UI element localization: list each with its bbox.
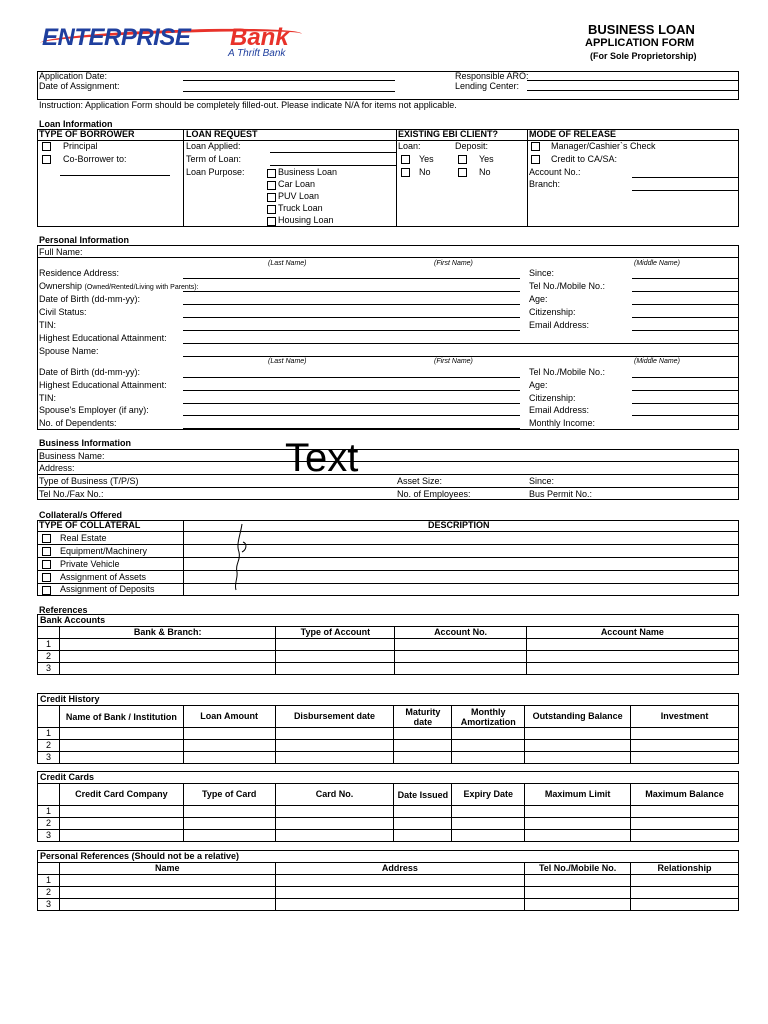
spouse-tel-mobile-label: Tel No./Mobile No.:	[529, 367, 606, 377]
puv-loan-label: PUV Loan	[278, 191, 320, 201]
spouse-tin-label: TIN:	[39, 393, 56, 403]
spouse-age-label: Age:	[529, 380, 548, 390]
tel-mobile-field[interactable]	[632, 291, 738, 292]
dob-label: Date of Birth (dd-mm-yy):	[39, 294, 141, 304]
table-cell[interactable]	[395, 639, 526, 651]
monthly-income-label: Monthly Income:	[529, 418, 596, 428]
table-cell[interactable]	[59, 728, 183, 740]
housing-loan-checkbox[interactable]	[267, 217, 276, 226]
existing-deposit-label: Deposit:	[455, 141, 489, 151]
table-cell[interactable]	[452, 728, 525, 740]
personal-information-heading: Personal Information	[39, 235, 130, 245]
table-cell[interactable]	[275, 830, 394, 842]
credit-cards-table	[37, 771, 739, 842]
principal-label: Principal	[63, 141, 98, 151]
lending-center-label: Lending Center:	[455, 81, 520, 91]
co-borrower-label: Co-Borrower to:	[63, 154, 127, 164]
logo-brand-main: ENTERPRISE	[42, 24, 191, 51]
real-estate-checkbox[interactable]	[42, 534, 51, 543]
bus-permit-label: Bus Permit No.:	[529, 489, 593, 499]
table-row	[38, 875, 739, 887]
spouse-dob-label: Date of Birth (dd-mm-yy):	[39, 367, 141, 377]
business-address-label: Address:	[39, 463, 75, 473]
business-loan-checkbox[interactable]	[267, 169, 276, 178]
loan-request-header: LOAN REQUEST	[186, 129, 258, 139]
table-cell[interactable]	[275, 899, 525, 911]
table-cell[interactable]	[394, 830, 452, 842]
table-cell[interactable]	[631, 818, 739, 830]
row-number: 2	[38, 887, 60, 899]
form-title-2: APPLICATION FORM	[585, 37, 695, 49]
term-of-loan-label: Term of Loan:	[186, 154, 242, 164]
car-loan-label: Car Loan	[278, 179, 316, 189]
application-date-label: Application Date:	[39, 71, 108, 81]
divider	[396, 129, 397, 227]
maximum-balance-header: Maximum Balance	[631, 784, 739, 806]
bank-accounts-title: Bank Accounts	[38, 615, 739, 627]
ref-name-header: Name	[59, 863, 275, 875]
row-number: 2	[38, 818, 60, 830]
table-cell[interactable]	[183, 740, 275, 752]
row-number: 3	[38, 752, 60, 764]
spouse-name-label: Spouse Name:	[39, 346, 99, 356]
table-cell[interactable]	[525, 830, 631, 842]
assignment-assets-label: Assignment of Assets	[60, 572, 147, 582]
row-number: 3	[38, 899, 60, 911]
email-label: Email Address:	[529, 320, 590, 330]
table-cell[interactable]	[60, 663, 276, 675]
collateral-description-header: DESCRIPTION	[428, 520, 490, 530]
loan-amount-header: Loan Amount	[183, 706, 275, 728]
loan-yes-checkbox[interactable]	[401, 155, 410, 164]
spouse-tel-mobile-field[interactable]	[632, 377, 738, 378]
table-cell[interactable]	[631, 899, 739, 911]
credit-to-checkbox[interactable]	[531, 155, 540, 164]
row-number: 2	[38, 740, 60, 752]
managers-check-label: Manager/Cashier`s Check	[551, 141, 656, 151]
employees-label: No. of Employees:	[397, 489, 471, 499]
table-cell[interactable]	[59, 740, 183, 752]
row-number: 3	[38, 830, 60, 842]
table-cell[interactable]	[395, 663, 526, 675]
account-no-header: Account No.	[395, 627, 526, 639]
form-title-1: BUSINESS LOAN	[588, 22, 695, 37]
row-number-header	[38, 784, 60, 806]
deposit-yes-label: Yes	[479, 154, 494, 164]
ref-tel-header: Tel No./Mobile No.	[525, 863, 631, 875]
table-row	[38, 728, 739, 740]
spouse-citizenship-label: Citizenship:	[529, 393, 576, 403]
table-cell[interactable]	[525, 740, 631, 752]
table-cell[interactable]	[276, 651, 395, 663]
age-label: Age:	[529, 294, 548, 304]
credit-to-label: Credit to CA/SA:	[551, 154, 618, 164]
real-estate-label: Real Estate	[60, 533, 107, 543]
civil-status-label: Civil Status:	[39, 307, 87, 317]
spouse-citizenship-field[interactable]	[632, 403, 738, 404]
table-cell[interactable]	[276, 663, 395, 675]
divider	[37, 474, 739, 475]
co-borrower-checkbox[interactable]	[42, 155, 51, 164]
divider	[183, 129, 184, 227]
table-cell[interactable]	[59, 818, 183, 830]
row-number: 1	[38, 806, 60, 818]
divider	[37, 531, 739, 532]
loan-no-label: No	[419, 167, 431, 177]
loan-purpose-label: Loan Purpose:	[186, 167, 245, 177]
personal-references-table	[37, 850, 739, 911]
table-cell[interactable]	[525, 728, 631, 740]
residence-address-field[interactable]	[183, 278, 520, 279]
row-number-header	[38, 863, 60, 875]
table-cell[interactable]	[525, 752, 631, 764]
loan-information-heading: Loan Information	[39, 119, 113, 129]
car-loan-checkbox[interactable]	[267, 181, 276, 190]
account-name-header: Account Name	[526, 627, 738, 639]
divider	[37, 461, 739, 462]
ref-address-header: Address	[275, 863, 525, 875]
table-cell[interactable]	[59, 830, 183, 842]
spouse-employer-label: Spouse's Employer (if any):	[39, 405, 149, 415]
credit-history-title: Credit History	[38, 694, 739, 706]
loan-no-checkbox[interactable]	[401, 168, 410, 177]
equipment-checkbox[interactable]	[42, 547, 51, 556]
disbursement-date-header: Disbursement date	[275, 706, 394, 728]
term-of-loan-field[interactable]	[270, 165, 396, 166]
existing-client-header: EXISTING EBI CLIENT?	[398, 129, 499, 139]
table-cell[interactable]	[526, 651, 738, 663]
table-cell[interactable]	[526, 639, 738, 651]
email-field[interactable]	[632, 330, 738, 331]
table-cell[interactable]	[631, 875, 739, 887]
logo-brand-bank: Bank	[230, 24, 289, 51]
table-row	[38, 639, 739, 651]
row-number-header	[38, 706, 60, 728]
bank-branch-header: Bank & Branch:	[60, 627, 276, 639]
collateral-heading: Collateral/s Offered	[39, 510, 123, 520]
table-cell[interactable]	[526, 663, 738, 675]
loan-applied-label: Loan Applied:	[186, 141, 241, 151]
form-subtitle: (For Sole Proprietorship)	[590, 51, 697, 61]
instruction-text: Instruction: Application Form should be completely filled-out. Please indicate N/A for items not applicable.	[39, 100, 457, 110]
tel-mobile-label: Tel No./Mobile No.:	[529, 281, 606, 291]
branch-label: Branch:	[529, 179, 561, 189]
branch-field[interactable]	[632, 190, 738, 191]
co-borrower-field[interactable]	[60, 175, 170, 176]
managers-check-checkbox[interactable]	[531, 142, 540, 151]
existing-loan-label: Loan:	[398, 141, 421, 151]
dob-field[interactable]	[183, 304, 520, 305]
lending-center-field[interactable]	[527, 90, 738, 91]
business-type-label: Type of Business (T/P/S)	[39, 476, 139, 486]
table-cell[interactable]	[183, 806, 275, 818]
assignment-deposits-label: Assignment of Deposits	[60, 584, 155, 594]
business-information-heading: Business Information	[39, 438, 132, 448]
maximum-limit-header: Maximum Limit	[525, 784, 631, 806]
table-cell[interactable]	[525, 818, 631, 830]
asset-size-label: Asset Size:	[397, 476, 443, 486]
table-cell[interactable]	[631, 887, 739, 899]
divider	[527, 129, 528, 227]
table-row	[38, 663, 739, 675]
table-cell[interactable]	[525, 875, 631, 887]
table-row	[38, 899, 739, 911]
residence-address-label: Residence Address:	[39, 268, 120, 278]
table-cell[interactable]	[452, 740, 525, 752]
deposit-yes-checkbox[interactable]	[458, 155, 467, 164]
middle-name-caption: (Middle Name)	[634, 260, 680, 267]
dependents-label: No. of Dependents:	[39, 418, 117, 428]
references-heading: References	[39, 605, 88, 615]
bank-logo	[40, 22, 310, 62]
spouse-first-name-caption: (First Name)	[434, 358, 473, 365]
responsible-aro-label: Responsible ARO:	[455, 71, 529, 81]
ownership-field[interactable]	[183, 291, 520, 292]
table-cell[interactable]	[452, 752, 525, 764]
table-cell[interactable]	[60, 639, 276, 651]
table-row	[38, 830, 739, 842]
table-cell[interactable]	[59, 806, 183, 818]
card-type-header: Type of Card	[183, 784, 275, 806]
table-cell[interactable]	[394, 806, 452, 818]
divider	[37, 557, 739, 558]
table-row	[38, 818, 739, 830]
table-cell[interactable]	[275, 806, 394, 818]
maturity-date-header: Maturity date	[394, 706, 452, 728]
expiry-date-header: Expiry Date	[452, 784, 525, 806]
equipment-label: Equipment/Machinery	[60, 546, 148, 556]
table-row	[38, 806, 739, 818]
table-cell[interactable]	[183, 830, 275, 842]
date-issued-header: Date Issued	[394, 784, 452, 806]
tin-label: TIN:	[39, 320, 56, 330]
table-cell[interactable]	[59, 899, 275, 911]
ownership-label	[39, 281, 199, 293]
date-of-assignment-field[interactable]	[183, 91, 395, 92]
row-number: 1	[38, 639, 60, 651]
table-cell[interactable]	[275, 728, 394, 740]
table-cell[interactable]	[183, 818, 275, 830]
private-vehicle-label: Private Vehicle	[60, 559, 120, 569]
spouse-last-name-caption: (Last Name)	[268, 358, 307, 365]
mode-of-release-header: MODE OF RELEASE	[529, 129, 617, 139]
divider	[37, 570, 739, 571]
age-field[interactable]	[632, 304, 738, 305]
spouse-email-field[interactable]	[632, 415, 738, 416]
bank-institution-header: Name of Bank / Institution	[59, 706, 183, 728]
overlay-text: Text	[285, 436, 359, 480]
application-date-field[interactable]	[183, 80, 395, 81]
table-cell[interactable]	[631, 728, 739, 740]
citizenship-field[interactable]	[632, 317, 738, 318]
application-header-box	[37, 71, 739, 100]
spouse-education-label: Highest Educational Attainment:	[39, 380, 167, 390]
table-cell[interactable]	[59, 752, 183, 764]
divider	[37, 544, 739, 545]
spouse-tin-field[interactable]	[183, 403, 520, 404]
table-cell[interactable]	[452, 818, 525, 830]
ref-relationship-header: Relationship	[631, 863, 739, 875]
credit-cards-title: Credit Cards	[38, 772, 739, 784]
table-cell[interactable]	[452, 830, 525, 842]
table-cell[interactable]	[183, 728, 275, 740]
table-cell[interactable]	[394, 818, 452, 830]
table-cell[interactable]	[395, 651, 526, 663]
date-of-assignment-label: Date of Assignment:	[39, 81, 120, 91]
table-cell[interactable]	[452, 806, 525, 818]
logo-tagline: A Thrift Bank	[228, 48, 286, 59]
tel-fax-label: Tel No./Fax No.:	[39, 489, 104, 499]
card-company-header: Credit Card Company	[59, 784, 183, 806]
principal-checkbox[interactable]	[42, 142, 51, 151]
table-cell[interactable]	[525, 806, 631, 818]
spouse-education-field[interactable]	[183, 390, 520, 391]
assignment-assets-checkbox[interactable]	[42, 573, 51, 582]
first-name-caption: (First Name)	[434, 260, 473, 267]
table-cell[interactable]	[525, 887, 631, 899]
dependents-field[interactable]	[183, 428, 520, 429]
business-since-label: Since:	[529, 476, 555, 486]
last-name-caption: (Last Name)	[268, 260, 307, 267]
bank-accounts-table	[37, 614, 739, 675]
loan-yes-label: Yes	[419, 154, 434, 164]
card-no-header: Card No.	[275, 784, 394, 806]
puv-loan-checkbox[interactable]	[267, 193, 276, 202]
investment-header: Investment	[631, 706, 739, 728]
row-number: 1	[38, 875, 60, 887]
row-number: 3	[38, 663, 60, 675]
row-number: 1	[38, 728, 60, 740]
spouse-email-label: Email Address:	[529, 405, 590, 415]
civil-status-field[interactable]	[183, 317, 520, 318]
spouse-age-field[interactable]	[632, 390, 738, 391]
table-cell[interactable]	[394, 728, 452, 740]
row-number: 2	[38, 651, 60, 663]
table-cell[interactable]	[275, 875, 525, 887]
divider	[37, 487, 739, 488]
tin-field[interactable]	[183, 330, 520, 331]
table-cell[interactable]	[631, 830, 739, 842]
spouse-employer-field[interactable]	[183, 415, 520, 416]
ownership-text: Ownership	[39, 281, 83, 291]
spouse-dob-field[interactable]	[183, 377, 520, 378]
deposit-no-checkbox[interactable]	[458, 168, 467, 177]
table-cell[interactable]	[60, 651, 276, 663]
account-no-label: Account No.:	[529, 167, 581, 177]
table-cell[interactable]	[394, 752, 452, 764]
table-cell[interactable]	[631, 752, 739, 764]
table-cell[interactable]	[394, 740, 452, 752]
education-label: Highest Educational Attainment:	[39, 333, 167, 343]
outstanding-balance-header: Outstanding Balance	[525, 706, 631, 728]
table-cell[interactable]	[275, 740, 394, 752]
business-loan-label: Business Loan	[278, 167, 338, 177]
loan-applied-field[interactable]	[270, 152, 396, 153]
since-field[interactable]	[632, 278, 738, 279]
housing-loan-label: Housing Loan	[278, 215, 334, 225]
type-of-borrower-header: TYPE OF BORROWER	[39, 129, 135, 139]
table-row	[38, 740, 739, 752]
table-cell[interactable]	[59, 875, 275, 887]
table-cell[interactable]	[275, 818, 394, 830]
table-row	[38, 887, 739, 899]
table-cell[interactable]	[183, 752, 275, 764]
spouse-middle-name-caption: (Middle Name)	[634, 358, 680, 365]
citizenship-label: Citizenship:	[529, 307, 576, 317]
education-field[interactable]	[183, 343, 738, 344]
credit-history-table	[37, 693, 739, 764]
collateral-type-header: TYPE OF COLLATERAL	[39, 520, 141, 530]
ownership-note: (Owned/Rented/Living with Parents):	[84, 284, 199, 291]
truck-loan-checkbox[interactable]	[267, 205, 276, 214]
business-name-label: Business Name:	[39, 451, 105, 461]
table-cell[interactable]	[275, 887, 525, 899]
table-cell[interactable]	[631, 806, 739, 818]
table-row	[38, 752, 739, 764]
table-cell[interactable]	[276, 639, 395, 651]
account-type-header: Type of Account	[276, 627, 395, 639]
private-vehicle-checkbox[interactable]	[42, 560, 51, 569]
table-cell[interactable]	[525, 899, 631, 911]
personal-references-title: Personal References (Should not be a relative)	[38, 851, 739, 863]
responsible-aro-field[interactable]	[527, 80, 738, 81]
table-cell[interactable]	[631, 740, 739, 752]
table-cell[interactable]	[59, 887, 275, 899]
account-no-field[interactable]	[632, 177, 738, 178]
since-label: Since:	[529, 268, 555, 278]
row-number-header	[38, 627, 60, 639]
table-row	[38, 651, 739, 663]
assignment-deposits-checkbox[interactable]	[42, 586, 51, 595]
deposit-no-label: No	[479, 167, 491, 177]
table-cell[interactable]	[275, 752, 394, 764]
full-name-label: Full Name:	[39, 247, 83, 257]
handwritten-scribble	[228, 522, 252, 592]
truck-loan-label: Truck Loan	[278, 203, 323, 213]
monthly-amortization-header: Monthly Amortization	[452, 706, 525, 728]
